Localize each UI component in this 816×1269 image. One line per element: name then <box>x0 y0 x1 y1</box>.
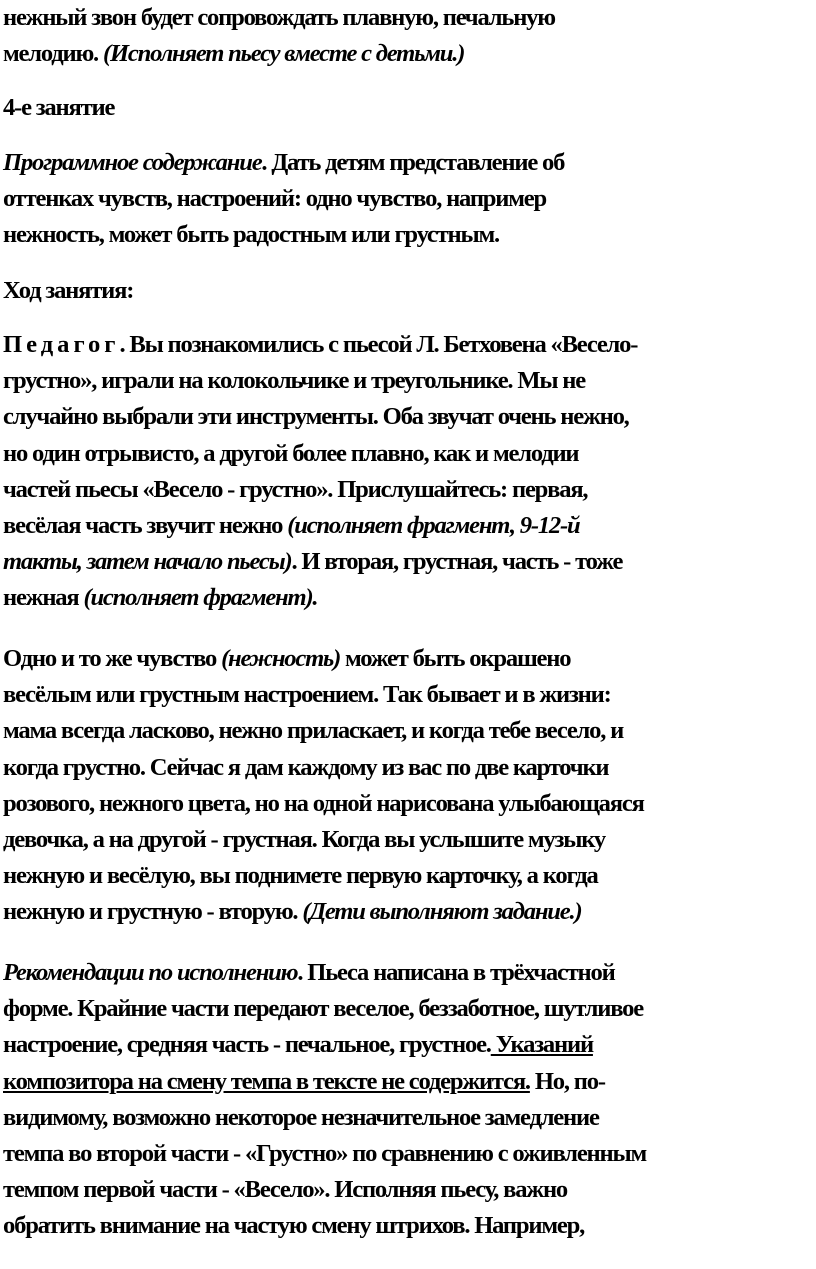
text-line <box>3 750 815 786</box>
text-run: девочка, а на другой - грустная. Когда вы услышите музыку <box>3 826 605 854</box>
text-run: весёлым или грустным настроением. Так бывает и в жизни: <box>3 681 611 709</box>
text-run: Но, по- <box>529 1067 605 1095</box>
text-line <box>3 822 815 858</box>
lesson-title: 4-е занятие <box>3 94 115 121</box>
text-line <box>3 580 815 616</box>
section-title: Ход занятия: <box>3 277 134 304</box>
text-line <box>3 544 815 580</box>
section-label: Программное содержание <box>3 149 262 176</box>
text-line <box>3 641 815 677</box>
text-line <box>3 1208 815 1244</box>
text-line <box>3 0 815 36</box>
text-run: видимому, возможно некоторое незначительное замедление <box>3 1103 599 1131</box>
paragraph-intro-continuation <box>3 0 815 72</box>
stage-direction: (нежность) <box>221 645 341 672</box>
text-run: настроение, средняя часть - печальное, грустное. <box>3 1031 491 1059</box>
text-run: . Вы познакомились с пьесой Л. Бетховена «Весело- <box>119 331 638 358</box>
paragraph-teacher-speech <box>3 327 815 617</box>
text-line <box>3 1172 815 1208</box>
text-line <box>3 955 815 991</box>
text-run: темпа во второй части - «Грустно» по сравнению с оживленным <box>3 1140 647 1168</box>
underlined-text: композитора на смену темпа в тексте не содержится. <box>3 1067 530 1095</box>
text-run: мама всегда ласково, нежно приласкает, и когда тебе весело, и <box>3 717 624 745</box>
text-run: может быть окрашено <box>340 645 571 672</box>
lesson-progress-heading <box>3 273 815 309</box>
stage-direction: (исполняет фрагмент). <box>83 584 318 612</box>
text-line <box>3 1064 815 1100</box>
text-line <box>3 786 815 822</box>
text-line <box>3 217 815 253</box>
lesson-heading <box>3 90 815 126</box>
text-line <box>3 508 815 544</box>
text-run: Одно и то же чувство <box>3 645 222 672</box>
text-run: нежный звон будет сопровождать плавную, печальную <box>3 4 555 31</box>
text-line <box>3 677 815 713</box>
text-line <box>3 858 815 894</box>
text-run: когда грустно. Сейчас я дам каждому из вас по две карточки <box>3 753 609 781</box>
text-run: . Пьеса написана в трёхчастной <box>297 959 615 986</box>
text-line <box>3 713 815 749</box>
text-run: обратить внимание на частую смену штрихов. Например, <box>3 1212 585 1240</box>
stage-direction: (Дети выполняют задание.) <box>302 898 582 926</box>
text-run: нежность, может быть радостным или грустным. <box>3 221 499 249</box>
text-run: частей пьесы «Весело - грустно». Прислушайтесь: первая, <box>3 475 588 503</box>
text-line <box>3 145 815 181</box>
text-line <box>3 991 815 1027</box>
text-run: оттенках чувств, настроений: одно чувство, например <box>3 185 546 213</box>
paragraph-program-content <box>3 145 815 254</box>
text-line <box>3 36 815 72</box>
text-run: весёлая часть звучит нежно <box>3 512 288 540</box>
text-run: случайно выбрали эти инструменты. Оба звучат очень нежно, <box>3 403 629 431</box>
paragraph-performance-recommendations <box>3 955 815 1245</box>
text-line <box>3 1136 815 1172</box>
stage-direction: такты, затем начало пьесы) <box>3 548 292 576</box>
text-run: темпом первой части - «Весело». Исполняя пьесу, важно <box>3 1176 568 1204</box>
text-line <box>3 363 815 399</box>
stage-direction: (исполняет фрагмент, 9-12-й <box>287 512 580 540</box>
text-run: нежную и весёлую, вы поднимете первую карточку, а когда <box>3 862 598 890</box>
text-line <box>3 894 815 930</box>
underlined-text: Указаний <box>490 1031 593 1059</box>
text-run: но один отрывисто, а другой более плавно, как и мелодии <box>3 439 579 467</box>
text-run: розового, нежного цвета, но на одной нарисована улыбающаяся <box>3 789 644 817</box>
text-run: нежная <box>3 584 84 612</box>
text-run: мелодию. <box>3 40 103 68</box>
text-line <box>3 181 815 217</box>
stage-direction: (Исполняет пьесу вместе с детьми.) <box>102 40 465 68</box>
text-line <box>3 436 815 472</box>
text-line <box>3 1100 815 1136</box>
text-run: грустно», играли на колокольчике и треугольнике. Мы не <box>3 367 585 395</box>
section-label: Рекомендации по исполнению <box>3 959 298 986</box>
text-line <box>3 399 815 435</box>
text-line <box>3 472 815 508</box>
text-run: форме. Крайние части передают веселое, беззаботное, шутливое <box>3 995 643 1023</box>
text-line <box>3 1027 815 1063</box>
text-line <box>3 327 815 363</box>
text-run: . Дать детям представление об <box>261 149 565 176</box>
paragraph-feelings <box>3 641 815 931</box>
text-run: нежную и грустную - вторую. <box>3 898 303 926</box>
speaker-label: Педагог <box>3 331 120 358</box>
text-run: . И вторая, грустная, часть - тоже <box>291 548 623 576</box>
